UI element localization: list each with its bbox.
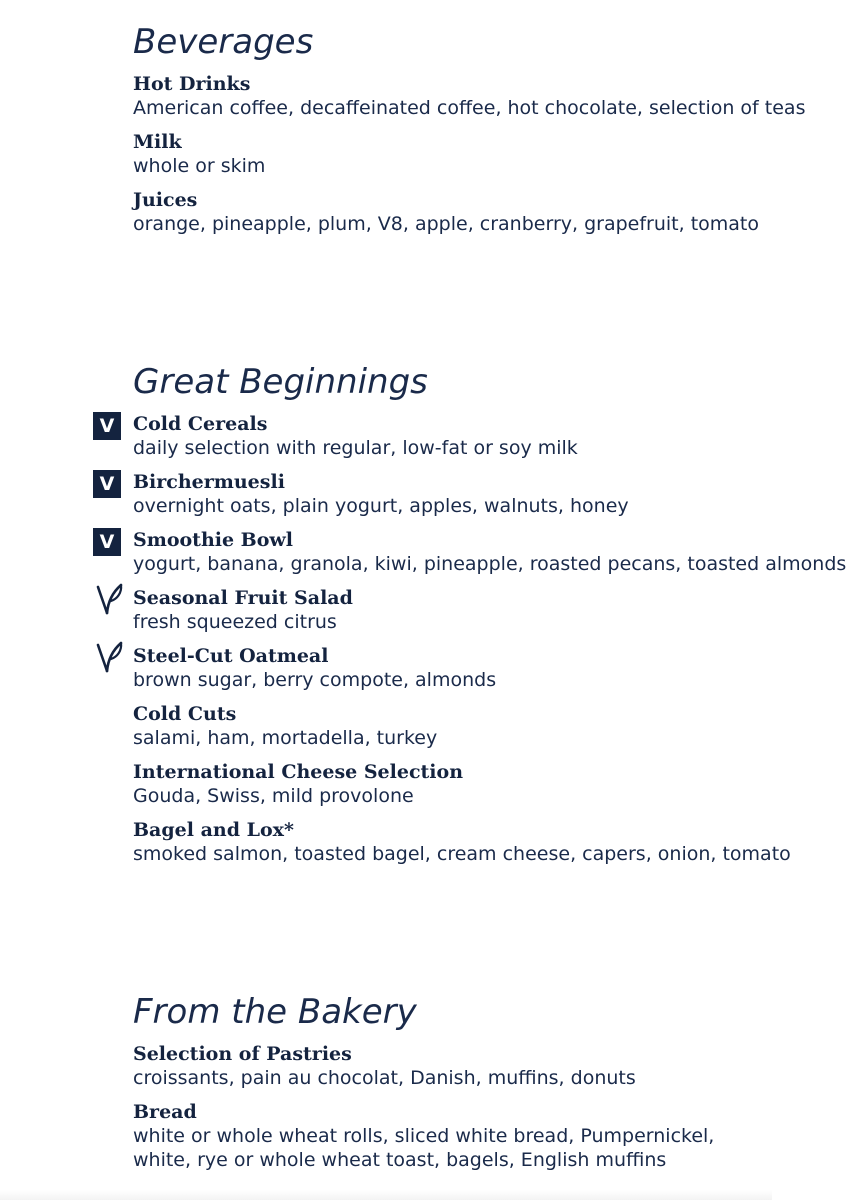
menu-item-cold-cuts bbox=[0, 702, 772, 758]
menu-item-juices bbox=[0, 188, 772, 244]
menu-item-bread bbox=[0, 1100, 772, 1180]
item-name: International Cheese Selection bbox=[133, 761, 464, 783]
item-description: yogurt, banana, granola, kiwi, pineapple, roasted pecans, toasted almonds bbox=[133, 553, 846, 575]
menu-item-steel-cut-oatmeal bbox=[0, 644, 772, 700]
item-description: overnight oats, plain yogurt, apples, walnuts, honey bbox=[133, 495, 629, 517]
item-name: Hot Drinks bbox=[133, 73, 251, 95]
item-description: American coffee, decaffeinated coffee, hot chocolate, selection of teas bbox=[133, 97, 806, 119]
item-description: daily selection with regular, low-fat or soy milk bbox=[133, 437, 578, 459]
menu-item-bagel-and-lox bbox=[0, 818, 791, 874]
section-title: Beverages bbox=[133, 22, 314, 62]
menu-item-cold-cereals bbox=[0, 412, 772, 468]
vegetarian-badge-icon: V bbox=[93, 470, 121, 498]
menu-item-milk bbox=[0, 130, 772, 186]
vegan-leaf-icon bbox=[95, 640, 125, 674]
item-name: Selection of Pastries bbox=[133, 1043, 352, 1065]
item-name: Bagel and Lox* bbox=[133, 819, 294, 841]
item-description: white or whole wheat rolls, sliced white bread, Pumpernickel, white, rye or whole wheat toast, bagels, English muffins bbox=[133, 1125, 715, 1171]
item-description: whole or skim bbox=[133, 155, 266, 177]
item-description: salami, ham, mortadella, turkey bbox=[133, 727, 438, 749]
item-name: Cold Cuts bbox=[133, 703, 237, 725]
item-name: Birchermuesli bbox=[133, 471, 285, 493]
section-title: From the Bakery bbox=[133, 992, 417, 1032]
item-name: Cold Cereals bbox=[133, 413, 268, 435]
vegan-leaf-icon bbox=[95, 582, 125, 616]
menu-item-birchermuesli bbox=[0, 470, 772, 526]
page-edge bbox=[0, 1190, 772, 1200]
item-description: fresh squeezed citrus bbox=[133, 611, 337, 633]
item-description: Gouda, Swiss, mild provolone bbox=[133, 785, 414, 807]
vegetarian-badge-icon: V bbox=[93, 412, 121, 440]
item-name: Bread bbox=[133, 1101, 197, 1123]
item-name: Seasonal Fruit Salad bbox=[133, 587, 353, 609]
item-description: orange, pineapple, plum, V8, apple, cranberry, grapefruit, tomato bbox=[133, 213, 759, 235]
item-name: Juices bbox=[133, 189, 198, 211]
item-description: smoked salmon, toasted bagel, cream cheese, capers, onion, tomato bbox=[133, 843, 791, 865]
item-description: croissants, pain au chocolat, Danish, muffins, donuts bbox=[133, 1067, 636, 1089]
item-name: Steel-Cut Oatmeal bbox=[133, 645, 329, 667]
item-name: Smoothie Bowl bbox=[133, 529, 293, 551]
menu-item-smoothie-bowl bbox=[0, 528, 846, 584]
item-description: brown sugar, berry compote, almonds bbox=[133, 669, 497, 691]
menu-item-seasonal-fruit-salad bbox=[0, 586, 772, 642]
menu-item-international-cheese-selection bbox=[0, 760, 772, 816]
item-name: Milk bbox=[133, 131, 182, 153]
section-title: Great Beginnings bbox=[133, 362, 428, 402]
menu-item-selection-of-pastries bbox=[0, 1042, 772, 1098]
menu-item-hot-drinks bbox=[0, 72, 806, 128]
vegetarian-badge-icon: V bbox=[93, 528, 121, 556]
